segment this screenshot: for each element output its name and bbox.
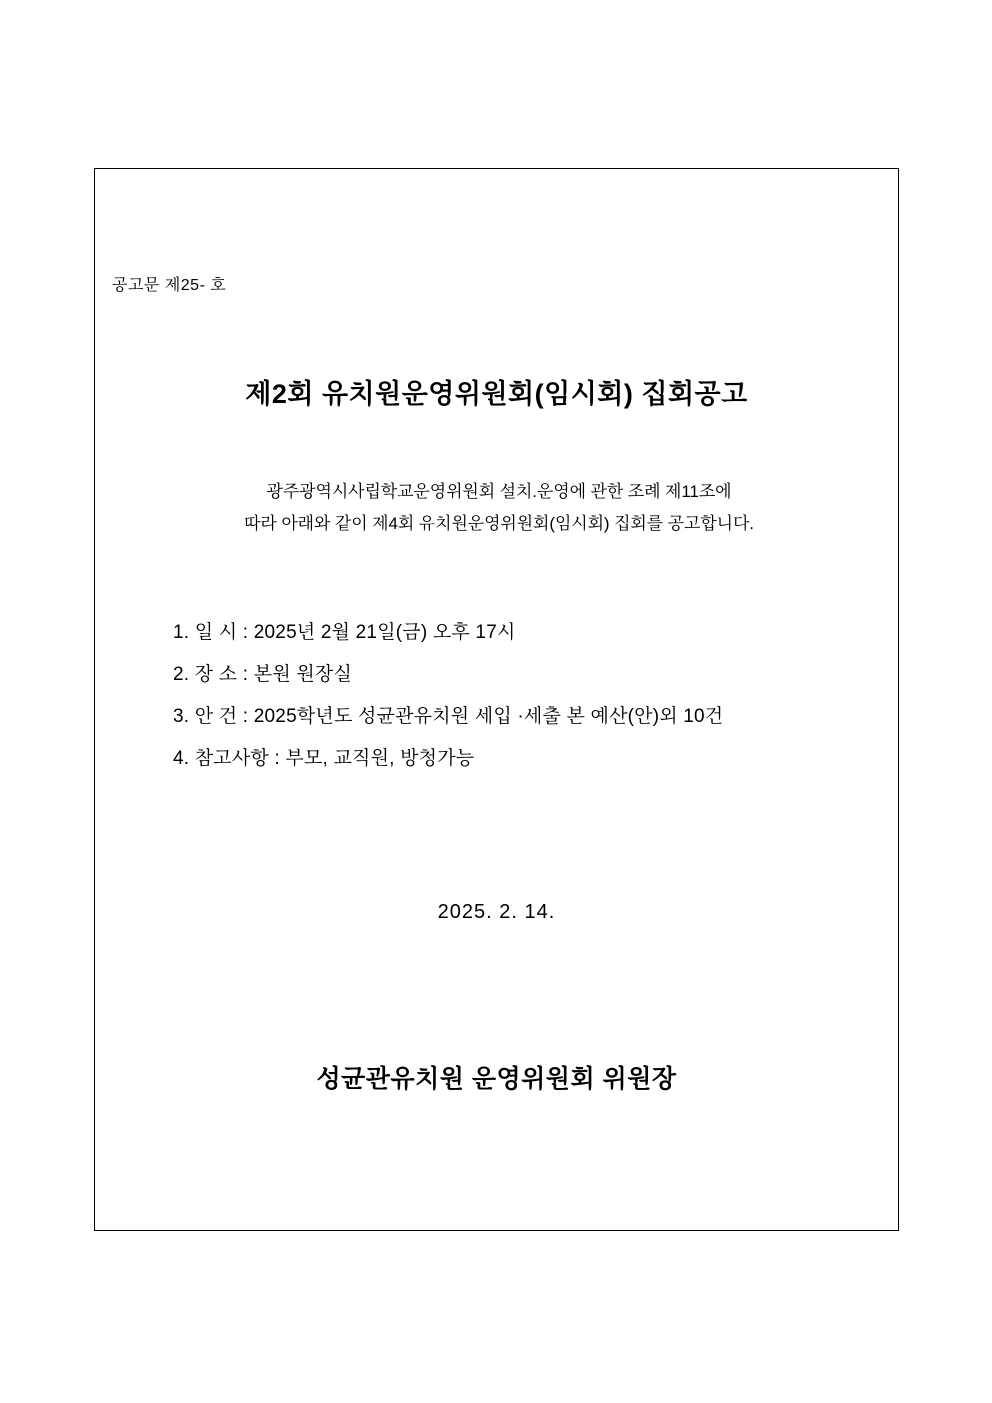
list-item-value: 2025학년도 성균관유치원 세입 ·세출 본 예산(안)외 10건 [253, 706, 724, 727]
list-item-value: 부모, 교직원, 방청가능 [285, 748, 475, 769]
document-item-list [173, 612, 878, 780]
list-item-label: 참고사항 : [194, 748, 280, 769]
page-title: 제2회 유치원운영위원회(임시회) 집회공고 [245, 379, 748, 409]
document-content [95, 169, 898, 1230]
list-item [173, 654, 878, 696]
list-item-number: 4. [173, 748, 190, 769]
list-item-number: 3. [173, 706, 190, 727]
list-item [173, 612, 878, 654]
document-border-frame [94, 168, 899, 1231]
list-item-value: 2025년 2월 21일(금) 오후 17시 [253, 622, 516, 643]
document-intro-line-2: 따라 아래와 같이 제4회 유치원운영위원회(임시회) 집회를 공고합니다. [244, 514, 754, 533]
document-signature: 성균관유치원 운영위원회 위원장 [316, 1065, 677, 1093]
document-intro-line-1: 광주광역시사립학교운영위원회 설치.운영에 관한 조례 제11조에 [266, 482, 732, 501]
document-date: 2025. 2. 14. [437, 901, 556, 923]
list-item [173, 738, 878, 780]
list-item-label: 장 소 : [194, 664, 249, 685]
list-item-label: 안 건 : [194, 706, 249, 727]
list-item-number: 1. [173, 622, 190, 643]
list-item-value: 본원 원장실 [253, 664, 353, 685]
list-item-label: 일 시 : [194, 622, 249, 643]
document-intro [155, 476, 843, 540]
list-item-number: 2. [173, 664, 190, 685]
list-item [173, 696, 878, 738]
document-number: 공고문 제25- 호 [112, 277, 227, 294]
